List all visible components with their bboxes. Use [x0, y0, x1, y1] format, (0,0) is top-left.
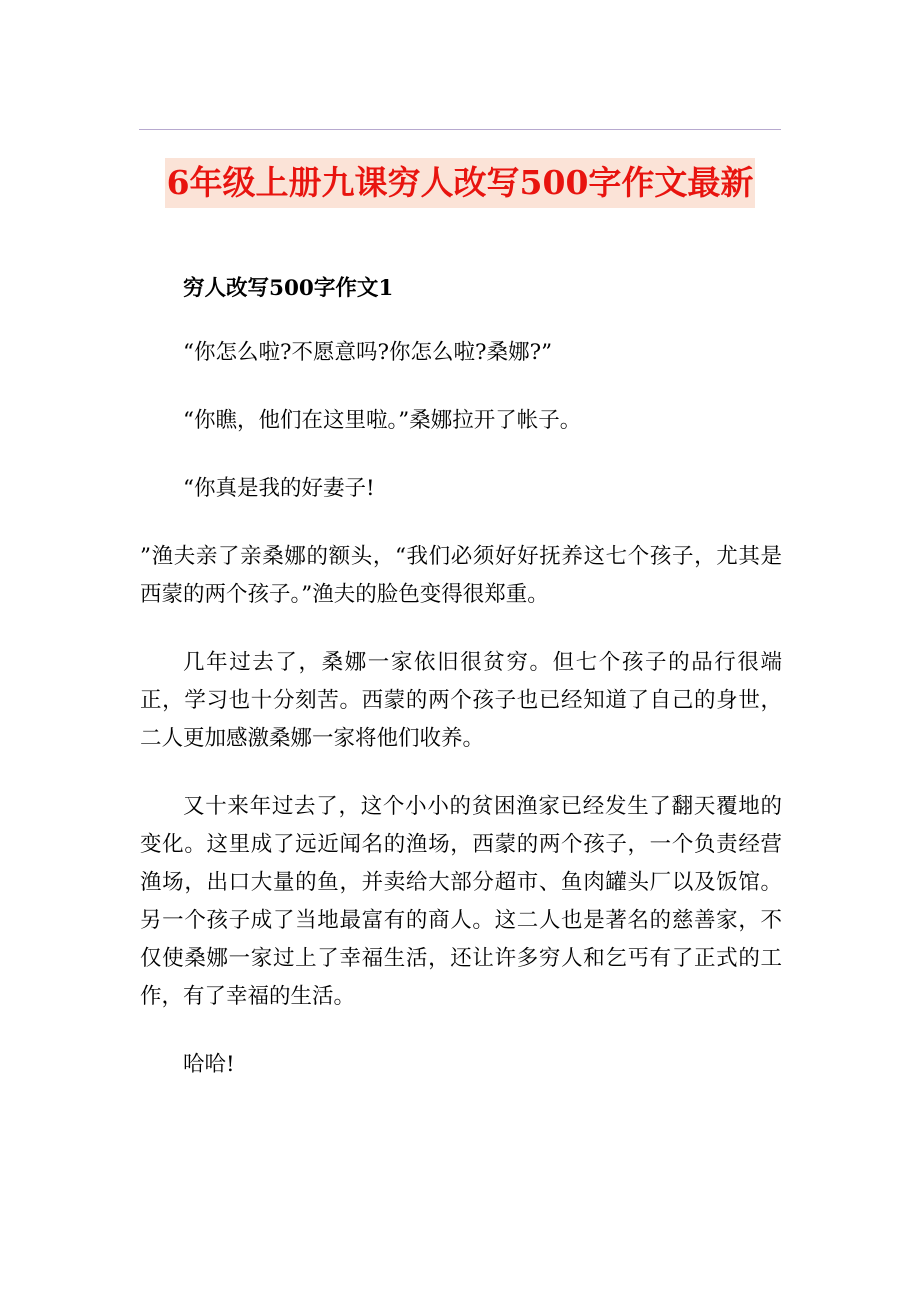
paragraph: “你怎么啦?不愿意吗?你怎么啦?桑娜?” — [183, 340, 553, 365]
paragraph: 又十来年过去了，这个小小的贫困渔家已经发生了翻天覆地的变化。这里成了远近闻名的渔场，西蒙的两个孩子，一个负责经营渔场，出口大量的鱼，并卖给大部分超市、鱼肉罐头厂以及饭馆。另一个孩子成了当地最富有的商人。这二人也是著名的慈善家，不仅使桑娜一家过上了幸福生活，还让许多穷人和乞丐有了正式的工作，有了幸福的生活。 — [140, 794, 782, 1009]
header-rule — [139, 129, 781, 130]
title-container — [0, 158, 920, 208]
paragraph: 哈哈! — [183, 1052, 235, 1077]
paragraph: 几年过去了，桑娜一家依旧很贫穷。但七个孩子的品行很端正，学习也十分刻苦。西蒙的两个孩子也已经知道了自己的身世，二人更加感激桑娜一家将他们收养。 — [140, 650, 782, 751]
document-body — [140, 270, 782, 1084]
section-heading: 穷人改写500字作文1 — [183, 276, 394, 301]
document-title: 6年级上册九课穷人改写500字作文最新 — [165, 158, 756, 208]
paragraph: “你瞧，他们在这里啦。”桑娜拉开了帐子。 — [183, 408, 582, 433]
paragraph: “你真是我的好妻子! — [183, 476, 375, 501]
paragraph: ”渔夫亲了亲桑娜的额头，“我们必须好好抚养这七个孩子，尤其是西蒙的两个孩子。”渔夫的脸色变得很郑重。 — [140, 544, 782, 607]
